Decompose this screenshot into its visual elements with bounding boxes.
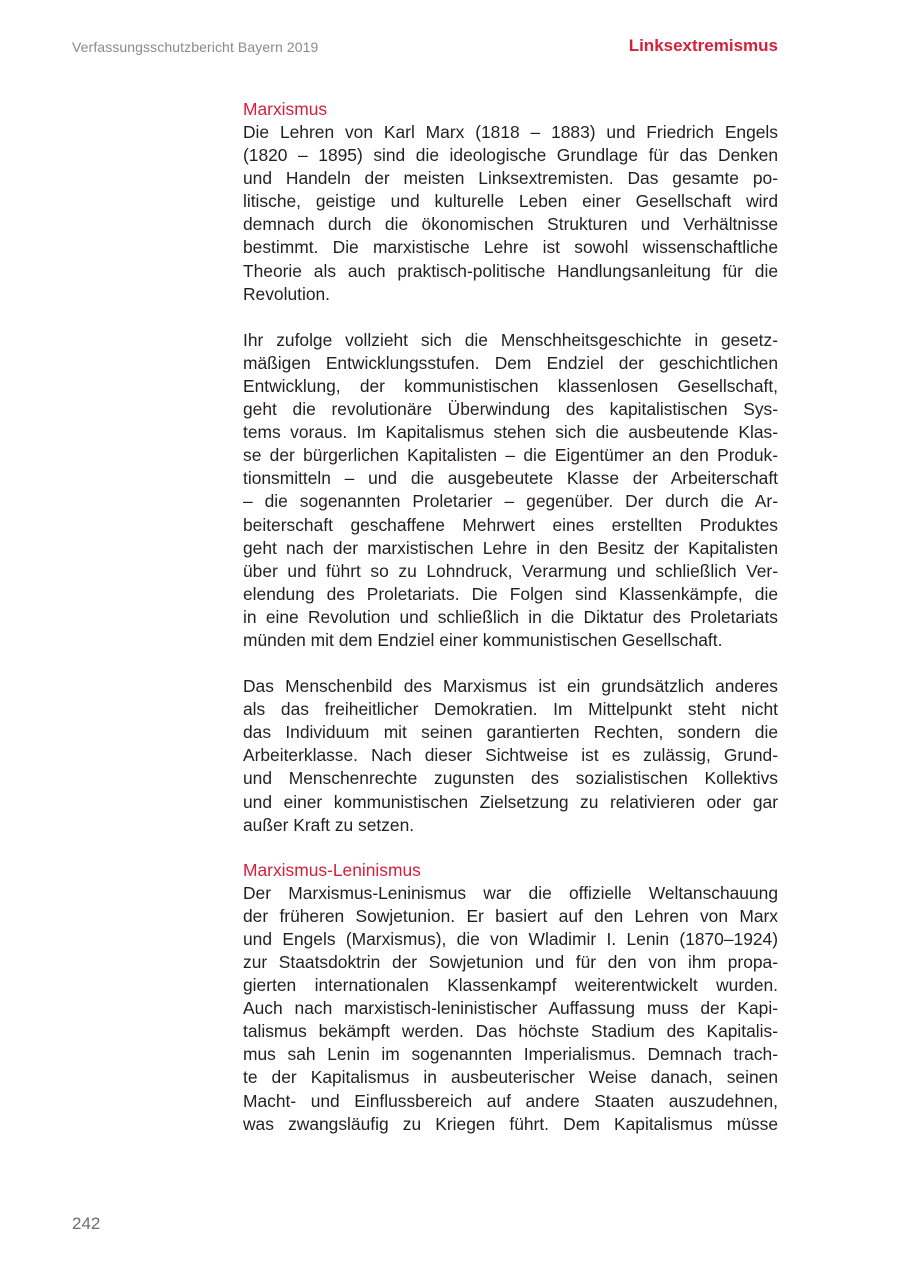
text-line: außer Kraft zu setzen. <box>243 814 415 835</box>
text-line: Auch nach marxistisch-leninistischer Auffassung muss der Kapi- <box>243 998 778 1019</box>
text-line: mus sah Lenin im sogenannten Imperialismus. Demnach trach- <box>243 1044 778 1065</box>
text-line: mäßigen Entwicklungsstufen. Dem Endziel der geschichtlichen <box>243 352 778 373</box>
main-content <box>243 98 778 1136</box>
text-line: Das Menschenbild des Marxismus ist ein grundsätzlich anderes <box>243 676 778 697</box>
text-line: elendung des Proletariats. Die Folgen sind Klassenkämpfe, die <box>243 583 778 604</box>
text-line: Theorie als auch praktisch-politische Handlungsanleitung für die <box>243 260 778 281</box>
text-line: münden mit dem Endziel einer kommunistischen Gesellschaft. <box>243 629 723 650</box>
text-line: Die Lehren von Karl Marx (1818 – 1883) und Friedrich Engels <box>243 122 778 142</box>
text-line: und Handeln der meisten Linksextremisten. Das gesamte po- <box>243 168 778 189</box>
text-line: in eine Revolution und schließlich in die Diktatur des Proletariats <box>243 606 778 627</box>
text-line: und Engels (Marxismus), die von Wladimir I. Lenin (1870–1924) <box>243 928 778 949</box>
paragraph-spacer <box>243 306 778 329</box>
text-line: der früheren Sowjetunion. Er basiert auf den Lehren von Marx <box>243 905 778 926</box>
text-line: Entwicklung, der kommunistischen klassenlosen Gesellschaft, <box>243 375 778 396</box>
paragraph-marxismus-1 <box>243 121 778 306</box>
text-line: geht nach der marxistischen Lehre in den Besitz der Kapitalisten <box>243 537 778 558</box>
text-line: tionsmitteln – und die ausgebeutete Klasse der Arbeiterschaft <box>243 468 778 489</box>
text-line: über und führt so zu Lohndruck, Verarmung und schließlich Ver- <box>243 560 778 581</box>
text-line: gierten internationalen Klassenkampf weiterentwickelt wurden. <box>243 975 778 996</box>
text-line: demnach durch die ökonomischen Strukturen und Verhältnisse <box>243 214 778 235</box>
paragraph-marxismus-2 <box>243 329 778 652</box>
text-line: talismus bekämpft werden. Das höchste Stadium des Kapitalis- <box>243 1021 778 1042</box>
section-spacer <box>243 837 778 859</box>
text-line: das Individuum mit seinen garantierten Rechten, sondern die <box>243 722 778 743</box>
text-line: und Menschenrechte zugunsten des sozialistischen Kollektivs <box>243 768 778 789</box>
text-line: Ihr zufolge vollzieht sich die Menschheitsgeschichte in gesetz- <box>243 329 778 350</box>
text-line: litische, geistige und kulturelle Leben einer Gesellschaft wird <box>243 191 778 212</box>
text-line: als das freiheitlicher Demokratien. Im Mittelpunkt steht nicht <box>243 699 778 720</box>
text-line: was zwangsläufig zu Kriegen führt. Dem Kapitalismus müsse <box>243 1113 778 1134</box>
text-line: und einer kommunistischen Zielsetzung zu relativieren oder gar <box>243 791 778 812</box>
section-heading-marxismus: Marxismus <box>243 99 328 119</box>
text-line: – die sogenannten Proletarier – gegenüber. Der durch die Ar- <box>243 491 778 512</box>
text-line: (1820 – 1895) sind die ideologische Grundlage für das Denken <box>243 145 778 166</box>
section-heading-marxismus-leninismus: Marxismus-Leninismus <box>243 859 421 880</box>
paragraph-marxismus-leninismus-1 <box>243 882 778 1136</box>
text-line: Macht- und Einflussbereich auf andere Staaten auszudehnen, <box>243 1090 778 1111</box>
text-line: Revolution. <box>243 283 331 304</box>
text-line: Der Marxismus-Leninismus war die offizielle Weltanschauung <box>243 882 778 903</box>
text-line: beiterschaft geschaffene Mehrwert eines erstellten Produktes <box>243 514 778 535</box>
page-number: 242 <box>72 1214 101 1233</box>
chapter-title: Linksextremismus <box>628 36 778 55</box>
text-line: te der Kapitalismus in ausbeuterischer Weise danach, seinen <box>243 1067 778 1088</box>
paragraph-marxismus-3 <box>243 675 778 837</box>
text-line: Arbeiterklasse. Nach dieser Sichtweise ist es zulässig, Grund- <box>243 745 778 766</box>
text-line: geht die revolutionäre Überwindung des kapitalistischen Sys- <box>243 399 778 420</box>
text-line: se der bürgerlichen Kapitalisten – die Eigentümer an den Produk- <box>243 445 778 466</box>
text-line: tems voraus. Im Kapitalismus stehen sich die ausbeutende Klas- <box>243 422 778 443</box>
publication-title: Verfassungsschutzbericht Bayern 2019 <box>72 39 319 55</box>
paragraph-spacer <box>243 652 778 675</box>
text-line: bestimmt. Die marxistische Lehre ist sowohl wissenschaftliche <box>243 237 778 258</box>
text-line: zur Staatsdoktrin der Sowjetunion und für den von ihm propa- <box>243 952 778 972</box>
